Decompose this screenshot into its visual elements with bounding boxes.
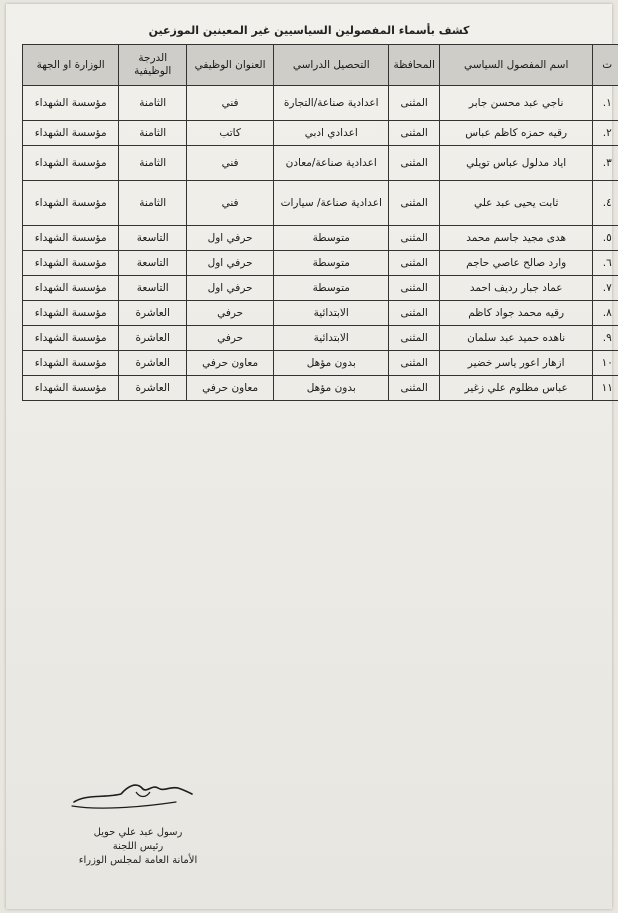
handwritten-signature	[66, 764, 196, 824]
cell-name: رقيه محمد جواد كاظم	[439, 301, 593, 326]
cell-governorate: المثنى	[389, 146, 439, 181]
signatory-role: رئيس اللجنة	[112, 841, 164, 852]
cell-grade: الثامنة	[119, 181, 187, 226]
table-row	[23, 326, 618, 351]
cell-grade: العاشرة	[119, 376, 187, 401]
header-governorate: المحافظة	[389, 45, 439, 86]
cell-governorate: المثنى	[389, 351, 439, 376]
cell-grade: الثامنة	[119, 146, 187, 181]
cell-job-title: حرفي اول	[187, 276, 274, 301]
cell-ministry: مؤسسة الشهداء	[23, 326, 119, 351]
table-row	[23, 351, 618, 376]
header-grade: الدرجة الوظيفية	[119, 45, 187, 86]
cell-name: ناجي عبد محسن جابر	[439, 86, 593, 121]
cell-job-title: فني	[187, 146, 274, 181]
cell-name: ازهار اعور ياسر خضير	[439, 351, 593, 376]
table-row	[23, 146, 618, 181]
cell-name: ناهده حميد عبد سلمان	[439, 326, 593, 351]
cell-job-title: حرفي اول	[187, 251, 274, 276]
cell-name: وارد صالح عاصي حاجم	[439, 251, 593, 276]
table-row	[23, 301, 618, 326]
cell-grade: العاشرة	[119, 301, 187, 326]
cell-ministry: مؤسسة الشهداء	[23, 121, 119, 146]
cell-job-title: حرفي	[187, 326, 274, 351]
cell-ministry: مؤسسة الشهداء	[23, 351, 119, 376]
cell-governorate: المثنى	[389, 251, 439, 276]
header-ministry: الوزارة او الجهة	[23, 45, 119, 86]
cell-education: اعدادي ادبي	[274, 121, 389, 146]
cell-governorate: المثنى	[389, 226, 439, 251]
header-name: اسم المفصول السياسي	[439, 45, 593, 86]
cell-num: ١٠	[593, 351, 618, 376]
cell-num: ٥.	[593, 226, 618, 251]
cell-job-title: كاتب	[187, 121, 274, 146]
cell-governorate: المثنى	[389, 276, 439, 301]
cell-name: اياد مدلول عباس تويلي	[439, 146, 593, 181]
table-row	[23, 276, 618, 301]
cell-num: ١١	[593, 376, 618, 401]
cell-governorate: المثنى	[389, 376, 439, 401]
cell-education: متوسطة	[274, 276, 389, 301]
cell-ministry: مؤسسة الشهداء	[23, 181, 119, 226]
cell-ministry: مؤسسة الشهداء	[23, 251, 119, 276]
cell-education: الابتدائية	[274, 301, 389, 326]
cell-job-title: حرفي	[187, 301, 274, 326]
cell-governorate: المثنى	[389, 86, 439, 121]
cell-ministry: مؤسسة الشهداء	[23, 146, 119, 181]
cell-governorate: المثنى	[389, 326, 439, 351]
cell-job-title: حرفي اول	[187, 226, 274, 251]
cell-name: ثابت يحيى عبد علي	[439, 181, 593, 226]
table-row	[23, 376, 618, 401]
header-education: التحصيل الدراسي	[274, 45, 389, 86]
cell-education: اعدادية صناعة/التجارة	[274, 86, 389, 121]
cell-education: بدون مؤهل	[274, 376, 389, 401]
cell-num: ٢.	[593, 121, 618, 146]
cell-name: رقيه حمزه كاظم عباس	[439, 121, 593, 146]
table-row	[23, 121, 618, 146]
cell-education: اعدادية صناعة/معادن	[274, 146, 389, 181]
table-row	[23, 86, 618, 121]
cell-job-title: فني	[187, 86, 274, 121]
cell-name: هدى مجيد جاسم محمد	[439, 226, 593, 251]
cell-job-title: معاون حرفي	[187, 351, 274, 376]
document-title: كشف بأسماء المفصولين السياسيين غير المعينين الموزعين	[148, 24, 470, 37]
header-job-title: العنوان الوظيفي	[187, 45, 274, 86]
roster-table	[22, 44, 618, 401]
cell-education: الابتدائية	[274, 326, 389, 351]
cell-governorate: المثنى	[389, 181, 439, 226]
cell-num: ٨.	[593, 301, 618, 326]
cell-num: ٤.	[593, 181, 618, 226]
table-header-row	[23, 45, 618, 86]
header-num: ت	[593, 45, 618, 86]
table-row	[23, 181, 618, 226]
signature-block	[68, 826, 208, 868]
cell-grade: التاسعة	[119, 276, 187, 301]
cell-education: اعدادية صناعة/ سيارات	[274, 181, 389, 226]
cell-num: ٦.	[593, 251, 618, 276]
cell-num: ٩.	[593, 326, 618, 351]
cell-ministry: مؤسسة الشهداء	[23, 86, 119, 121]
document-page	[6, 4, 612, 909]
cell-grade: العاشرة	[119, 326, 187, 351]
cell-num: ١.	[593, 86, 618, 121]
cell-num: ٣.	[593, 146, 618, 181]
cell-job-title: معاون حرفي	[187, 376, 274, 401]
cell-grade: التاسعة	[119, 226, 187, 251]
cell-grade: التاسعة	[119, 251, 187, 276]
cell-governorate: المثنى	[389, 121, 439, 146]
cell-name: عباس مظلوم علي زغير	[439, 376, 593, 401]
cell-grade: العاشرة	[119, 351, 187, 376]
signatory-name: رسول عبد علي حويل	[93, 827, 183, 838]
cell-ministry: مؤسسة الشهداء	[23, 376, 119, 401]
cell-job-title: فني	[187, 181, 274, 226]
cell-name: عماد جبار رديف احمد	[439, 276, 593, 301]
table-row	[23, 226, 618, 251]
cell-ministry: مؤسسة الشهداء	[23, 301, 119, 326]
cell-ministry: مؤسسة الشهداء	[23, 276, 119, 301]
cell-grade: الثامنة	[119, 86, 187, 121]
cell-num: ٧.	[593, 276, 618, 301]
table-row	[23, 251, 618, 276]
cell-education: بدون مؤهل	[274, 351, 389, 376]
cell-ministry: مؤسسة الشهداء	[23, 226, 119, 251]
signatory-organization: الأمانة العامة لمجلس الوزراء	[78, 855, 198, 866]
cell-governorate: المثنى	[389, 301, 439, 326]
cell-education: متوسطة	[274, 251, 389, 276]
cell-education: متوسطة	[274, 226, 389, 251]
cell-grade: الثامنة	[119, 121, 187, 146]
